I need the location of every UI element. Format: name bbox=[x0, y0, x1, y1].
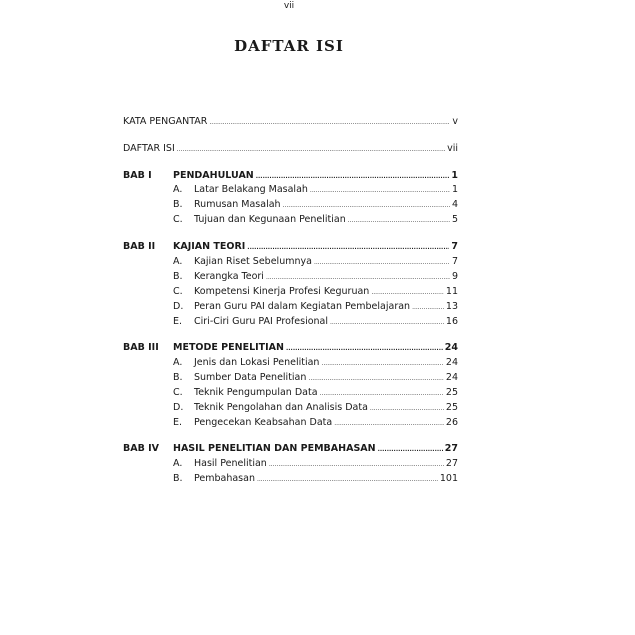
toc-entry-kata-pengantar[interactable] bbox=[123, 115, 458, 128]
toc-entry-label: Peran Guru PAI dalam Kegiatan Pembelajaran bbox=[194, 301, 411, 312]
toc-section-entry[interactable] bbox=[194, 386, 458, 399]
toc-section-entry[interactable] bbox=[194, 198, 458, 211]
toc-section-entry[interactable] bbox=[194, 371, 458, 384]
toc-entry-label: Kompetensi Kinerja Profesi Keguruan bbox=[194, 286, 370, 297]
chapter-number: BAB II bbox=[123, 241, 156, 252]
toc-entry-label: Latar Belakang Masalah bbox=[194, 184, 308, 195]
section-letter: C. bbox=[173, 214, 183, 225]
toc-entry-label: Teknik Pengumpulan Data bbox=[194, 387, 318, 398]
dot-leader bbox=[209, 115, 450, 129]
dot-leader bbox=[320, 386, 444, 400]
toc-entry-page: 1 bbox=[451, 170, 458, 181]
toc-section-entry[interactable] bbox=[194, 315, 458, 328]
dot-leader bbox=[266, 270, 450, 284]
dot-leader bbox=[321, 356, 443, 370]
toc-chapter-entry[interactable] bbox=[173, 442, 458, 455]
section-letter: E. bbox=[173, 417, 183, 428]
section-letter: A. bbox=[173, 357, 183, 368]
page-number: vii bbox=[283, 1, 295, 11]
dot-leader bbox=[247, 240, 449, 254]
chapter-number: BAB I bbox=[123, 170, 152, 181]
toc-entry-page: 27 bbox=[445, 458, 458, 469]
toc-entry-page: 25 bbox=[445, 387, 458, 398]
toc-entry-label: Pembahasan bbox=[194, 473, 255, 484]
toc-entry-page: 25 bbox=[445, 402, 458, 413]
toc-entry-label: KATA PENGANTAR bbox=[123, 116, 208, 127]
toc-section-entry[interactable] bbox=[194, 285, 458, 298]
toc-entry-page: 7 bbox=[451, 241, 458, 252]
section-letter: B. bbox=[173, 271, 183, 282]
toc-entry-page: 24 bbox=[444, 342, 458, 353]
toc-entry-label: Kajian Riset Sebelumnya bbox=[194, 256, 312, 267]
dot-leader bbox=[412, 300, 444, 314]
toc-section-entry[interactable] bbox=[194, 401, 458, 414]
toc-entry-label: Tujuan dan Kegunaan Penelitian bbox=[194, 214, 346, 225]
toc-entry-page: 26 bbox=[445, 417, 458, 428]
section-letter: B. bbox=[173, 372, 183, 383]
toc-entry-page: 24 bbox=[445, 357, 458, 368]
dot-leader bbox=[314, 255, 450, 269]
toc-entry-page: 27 bbox=[444, 443, 458, 454]
dot-leader bbox=[286, 341, 443, 355]
toc-entry-page: 1 bbox=[451, 184, 458, 195]
toc-entry-label: Hasil Penelitian bbox=[194, 458, 267, 469]
dot-leader bbox=[330, 315, 444, 329]
toc-entry-label: HASIL PENELITIAN DAN PEMBAHASAN bbox=[173, 443, 376, 454]
section-letter: E. bbox=[173, 316, 183, 327]
dot-leader bbox=[256, 169, 450, 183]
toc-entry-label: Ciri-Ciri Guru PAI Profesional bbox=[194, 316, 328, 327]
toc-entry-label: METODE PENELITIAN bbox=[173, 342, 284, 353]
section-letter: A. bbox=[173, 458, 183, 469]
section-letter: C. bbox=[173, 286, 183, 297]
section-letter: A. bbox=[173, 184, 183, 195]
toc-chapter-entry[interactable] bbox=[173, 169, 458, 182]
toc-entry-page: vii bbox=[447, 143, 458, 154]
dot-leader bbox=[308, 371, 444, 385]
section-letter: D. bbox=[173, 402, 184, 413]
toc-entry-page: 4 bbox=[451, 199, 458, 210]
dot-leader bbox=[378, 442, 443, 456]
toc-entry-page: 11 bbox=[445, 286, 458, 297]
section-letter: B. bbox=[173, 199, 183, 210]
toc-section-entry[interactable] bbox=[194, 270, 458, 283]
dot-leader bbox=[370, 401, 444, 415]
toc-entry-page: 9 bbox=[451, 271, 458, 282]
toc-section-entry[interactable] bbox=[194, 183, 458, 196]
toc-entry-daftar-isi[interactable] bbox=[123, 142, 458, 155]
dot-leader bbox=[257, 472, 438, 486]
toc-entry-page: 13 bbox=[445, 301, 458, 312]
section-letter: A. bbox=[173, 256, 183, 267]
section-letter: B. bbox=[173, 473, 183, 484]
toc-entry-page: v bbox=[452, 116, 458, 127]
toc-entry-page: 7 bbox=[451, 256, 458, 267]
toc-entry-label: Teknik Pengolahan dan Analisis Data bbox=[194, 402, 368, 413]
toc-entry-page: 24 bbox=[445, 372, 458, 383]
toc-section-entry[interactable] bbox=[194, 457, 458, 470]
dot-leader bbox=[283, 198, 450, 212]
toc-section-entry[interactable] bbox=[194, 213, 458, 226]
dot-leader bbox=[371, 285, 444, 299]
toc-chapter-entry[interactable] bbox=[173, 341, 458, 354]
toc-section-entry[interactable] bbox=[194, 255, 458, 268]
section-letter: D. bbox=[173, 301, 184, 312]
dot-leader bbox=[177, 142, 445, 156]
toc-chapter-entry[interactable] bbox=[173, 240, 458, 253]
toc-section-entry[interactable] bbox=[194, 472, 458, 485]
toc-section-entry[interactable] bbox=[194, 300, 458, 313]
chapter-number: BAB IV bbox=[123, 443, 160, 454]
toc-entry-label: Jenis dan Lokasi Penelitian bbox=[194, 357, 320, 368]
toc-section-entry[interactable] bbox=[194, 416, 458, 429]
toc-entry-label: KAJIAN TEORI bbox=[173, 241, 246, 252]
toc-entry-label: Rumusan Masalah bbox=[194, 199, 281, 210]
toc-entry-label: Sumber Data Penelitian bbox=[194, 372, 307, 383]
toc-entry-label: Pengecekan Keabsahan Data bbox=[194, 417, 333, 428]
dot-leader bbox=[269, 457, 444, 471]
toc-section-entry[interactable] bbox=[194, 356, 458, 369]
toc-entry-label: PENDAHULUAN bbox=[173, 170, 254, 181]
toc-entry-label: Kerangka Teori bbox=[194, 271, 264, 282]
toc-entry-page: 101 bbox=[439, 473, 458, 484]
dot-leader bbox=[310, 183, 450, 197]
section-letter: C. bbox=[173, 387, 183, 398]
toc-entry-page: 16 bbox=[445, 316, 458, 327]
toc-entry-label: DAFTAR ISI bbox=[123, 143, 175, 154]
toc-entry-page: 5 bbox=[451, 214, 458, 225]
dot-leader bbox=[348, 213, 450, 227]
page-title: DAFTAR ISI bbox=[234, 37, 344, 55]
chapter-number: BAB III bbox=[123, 342, 159, 353]
dot-leader bbox=[334, 416, 444, 430]
